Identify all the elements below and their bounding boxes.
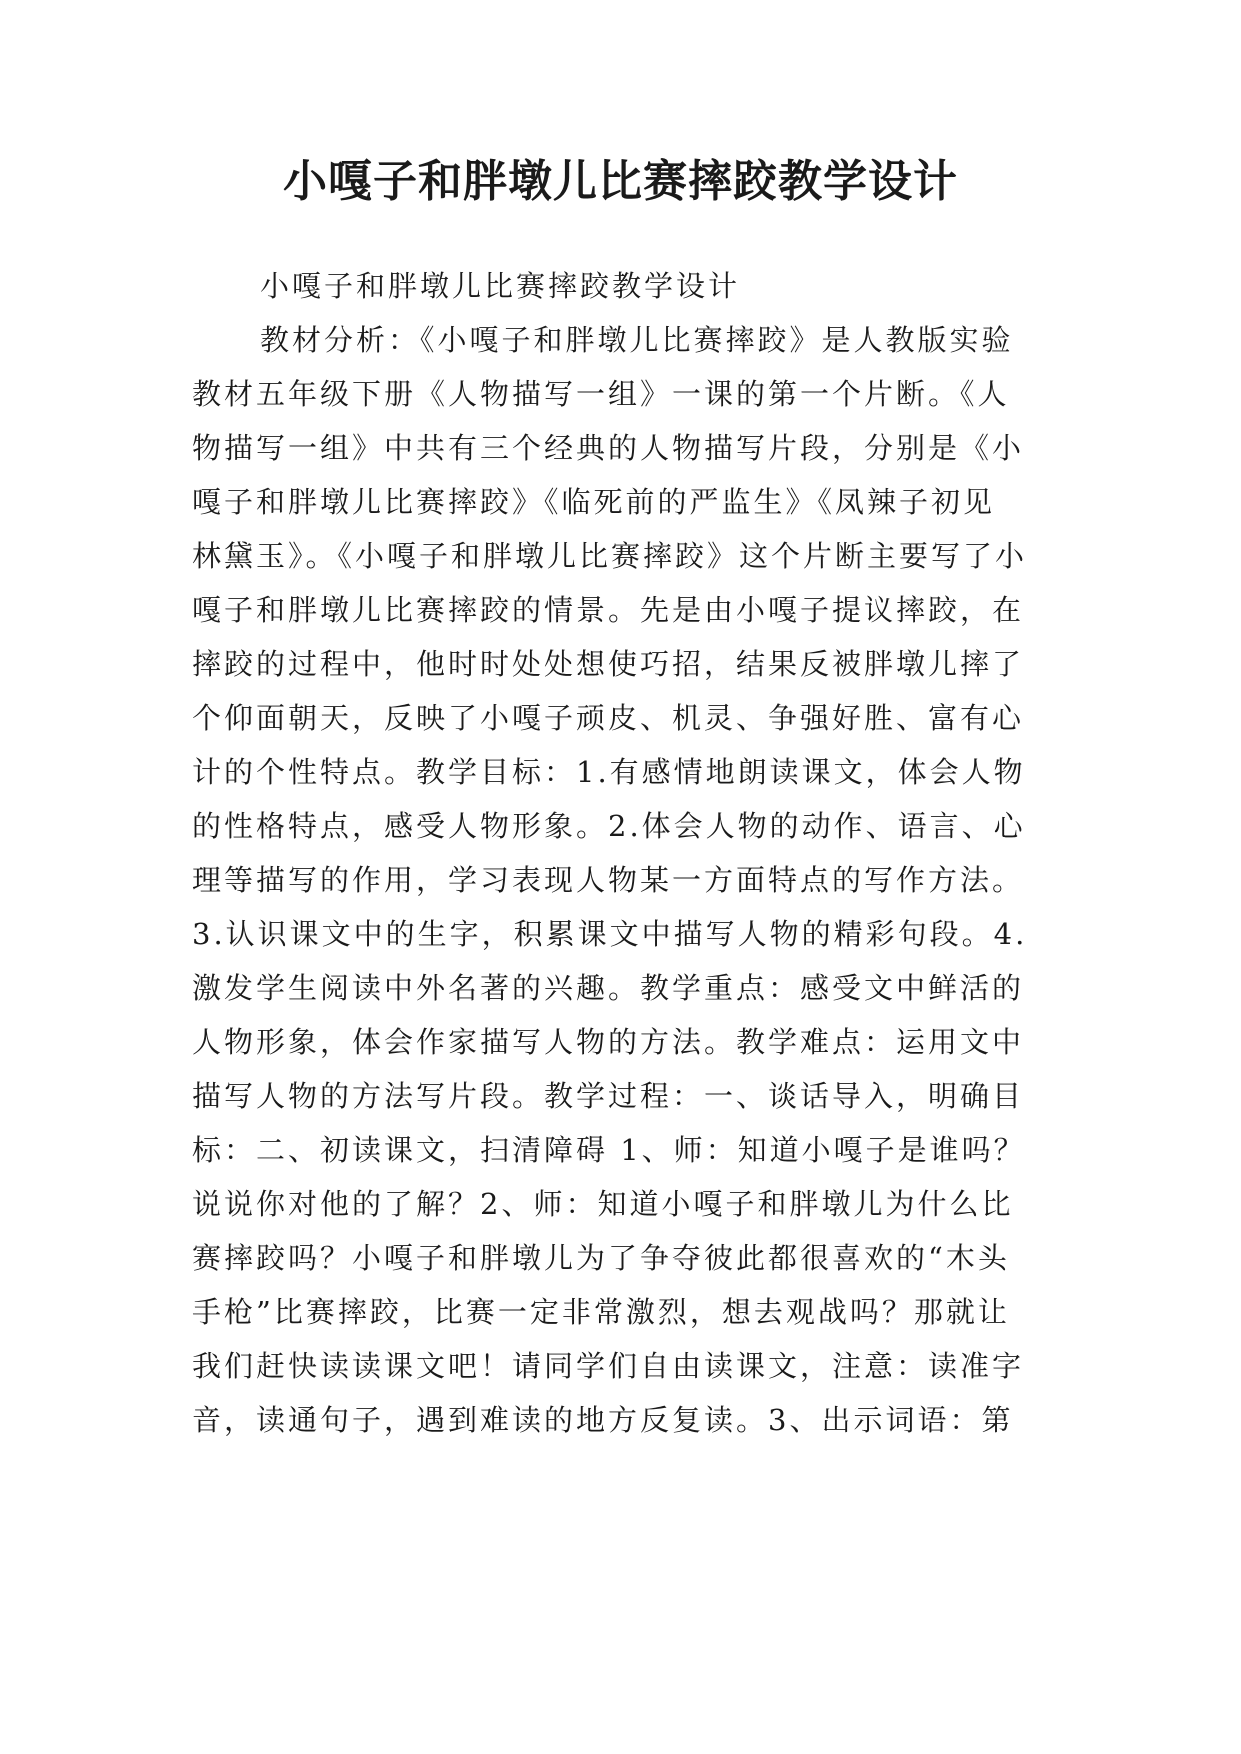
paragraph-line: 描写人物的方法写片段。教学过程：一、谈话导入，明确目 <box>192 1079 1025 1113</box>
paragraph-line: 嘎子和胖墩儿比赛摔跤的情景。先是由小嘎子提议摔跤，在 <box>192 593 1025 627</box>
paragraph-line: 教材分析：《小嘎子和胖墩儿比赛摔跤》是人教版实验 <box>260 323 1014 357</box>
paragraph-line: 激发学生阅读中外名著的兴趣。教学重点：感受文中鲜活的 <box>192 971 1025 1005</box>
paragraph-line: 人物形象，体会作家描写人物的方法。教学难点：运用文中 <box>192 1025 1025 1059</box>
paragraph-line: 摔跤的过程中，他时时处处想使巧招，结果反被胖墩儿摔了 <box>192 647 1025 681</box>
paragraph-line: 理等描写的作用，学习表现人物某一方面特点的写作方法。 <box>192 863 1025 897</box>
paragraph-line: 赛摔跤吗？小嘎子和胖墩儿为了争夺彼此都很喜欢的“木头 <box>192 1241 1010 1275</box>
paragraph-line: 手枪”比赛摔跤，比赛一定非常激烈，想去观战吗？那就让 <box>192 1295 1010 1329</box>
paragraph-line: 教材五年级下册《人物描写一组》一课的第一个片断。《人 <box>192 377 1010 411</box>
paragraph-line: 嘎子和胖墩儿比赛摔跤》《临死前的严监生》《凤辣子初见 <box>192 485 996 519</box>
paragraph-line: 我们赶快读读课文吧！请同学们自由读课文，注意：读准字 <box>192 1349 1025 1383</box>
paragraph-line: 个仰面朝天，反映了小嘎子顽皮、机灵、争强好胜、富有心 <box>192 701 1025 735</box>
paragraph-line: 的性格特点，感受人物形象。2.体会人物的动作、语言、心 <box>192 809 1026 843</box>
paragraph-line: 音，读通句子，遇到难读的地方反复读。3、出示词语：第 <box>192 1403 1014 1437</box>
subtitle-line: 小嘎子和胖墩儿比赛摔跤教学设计 <box>260 269 741 303</box>
paragraph-line: 计的个性特点。教学目标：1.有感情地朗读课文，体会人物 <box>192 755 1026 789</box>
paragraph-line: 标：二、初读课文，扫清障碍 1、师：知道小嘎子是谁吗？ <box>192 1133 1026 1167</box>
paragraph-line: 3.认识课文中的生字，积累课文中描写人物的精彩句段。4. <box>192 917 1028 951</box>
paragraph-line: 林黛玉》。《小嘎子和胖墩儿比赛摔跤》这个片断主要写了小 <box>192 539 1028 573</box>
paragraph-line: 物描写一组》中共有三个经典的人物描写片段，分别是《小 <box>192 431 1025 465</box>
paragraph-line: 说说你对他的了解？2、师：知道小嘎子和胖墩儿为什么比 <box>192 1187 1014 1221</box>
document-title: 小嘎子和胖墩儿比赛摔跤教学设计 <box>283 156 958 207</box>
